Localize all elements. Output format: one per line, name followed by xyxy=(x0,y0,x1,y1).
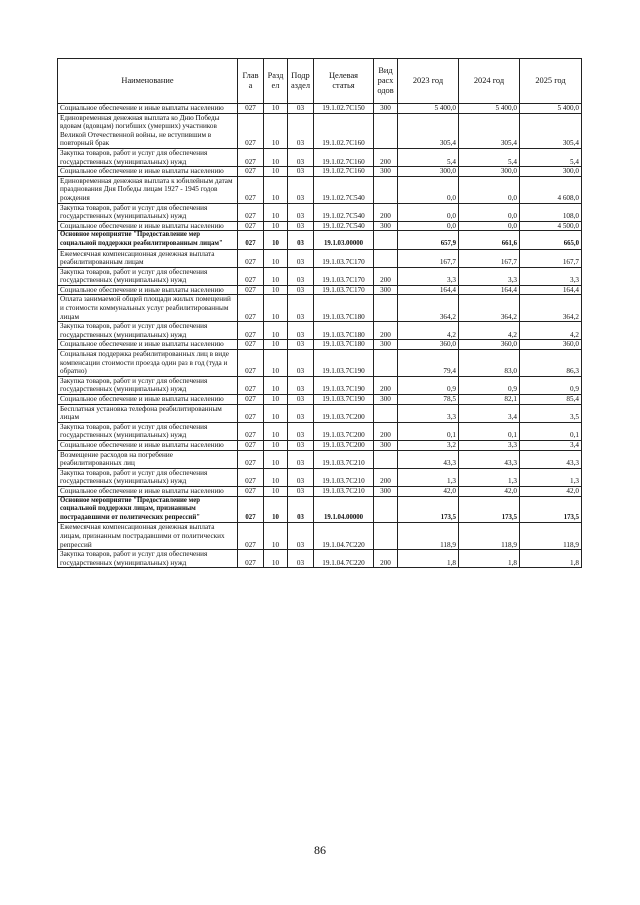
header-name: Наименование xyxy=(58,59,238,104)
cell-y2024: 0,1 xyxy=(459,422,520,440)
table-row xyxy=(58,267,582,285)
cell-razdel: 10 xyxy=(264,176,288,203)
cell-podrazdel: 03 xyxy=(288,376,314,394)
cell-glava: 027 xyxy=(238,468,264,486)
cell-y2024: 5 400,0 xyxy=(459,104,520,114)
cell-glava: 027 xyxy=(238,285,264,295)
cell-razdel: 10 xyxy=(264,104,288,114)
cell-target: 19.1.02.7С150 xyxy=(314,104,374,114)
cell-y2025: 305,4 xyxy=(520,113,582,148)
cell-y2023: 4,2 xyxy=(398,322,459,340)
table-row xyxy=(58,295,582,322)
cell-y2024: 360,0 xyxy=(459,340,520,350)
cell-y2023: 173,5 xyxy=(398,496,459,523)
table-row xyxy=(58,350,582,377)
cell-name: Закупка товаров, работ и услуг для обеспечения государственных (муниципальных) нужд xyxy=(58,203,238,221)
cell-name: Социальное обеспечение и иные выплаты населению xyxy=(58,167,238,177)
cell-target: 19.1.03.7С200 xyxy=(314,422,374,440)
cell-y2023: 360,0 xyxy=(398,340,459,350)
cell-glava: 027 xyxy=(238,295,264,322)
cell-vid: 200 xyxy=(374,550,398,568)
cell-podrazdel: 03 xyxy=(288,496,314,523)
cell-name: Социальное обеспечение и иные выплаты населению xyxy=(58,395,238,405)
cell-glava: 027 xyxy=(238,267,264,285)
cell-y2023: 0,1 xyxy=(398,422,459,440)
cell-vid: 200 xyxy=(374,376,398,394)
table-row xyxy=(58,486,582,496)
page-number: 86 xyxy=(314,843,326,857)
cell-razdel: 10 xyxy=(264,231,288,249)
cell-target: 19.1.03.7С170 xyxy=(314,267,374,285)
cell-vid: 300 xyxy=(374,340,398,350)
cell-y2024: 661,6 xyxy=(459,231,520,249)
cell-vid: 200 xyxy=(374,468,398,486)
table-header-row xyxy=(58,59,582,104)
cell-name: Ежемесячная компенсационная денежная выплата лицам, признанным пострадавшими от политических репрессий xyxy=(58,523,238,550)
cell-glava: 027 xyxy=(238,486,264,496)
cell-vid: 300 xyxy=(374,104,398,114)
table-row xyxy=(58,249,582,267)
cell-target: 19.1.03.00000 xyxy=(314,231,374,249)
cell-y2024: 83,0 xyxy=(459,350,520,377)
cell-glava: 027 xyxy=(238,523,264,550)
cell-name: Возмещение расходов на погребение реабилитированных лиц xyxy=(58,450,238,468)
cell-razdel: 10 xyxy=(264,486,288,496)
cell-vid: 200 xyxy=(374,267,398,285)
cell-name: Единовременная денежная выплата к юбилейным датам празднования Дня Победы лицам 1927 - 1945 годов рождения xyxy=(58,176,238,203)
cell-y2024: 167,7 xyxy=(459,249,520,267)
cell-y2025: 0,1 xyxy=(520,422,582,440)
cell-razdel: 10 xyxy=(264,322,288,340)
cell-y2023: 43,3 xyxy=(398,450,459,468)
cell-podrazdel: 03 xyxy=(288,221,314,231)
cell-y2023: 0,0 xyxy=(398,176,459,203)
header-2023: 2023 год xyxy=(398,59,459,104)
cell-podrazdel: 03 xyxy=(288,104,314,114)
cell-name: Социальное обеспечение и иные выплаты населению xyxy=(58,486,238,496)
cell-name: Социальная поддержка реабилитированных лиц в виде компенсации стоимости проезда один раз в год (туда и обратно) xyxy=(58,350,238,377)
cell-y2025: 108,0 xyxy=(520,203,582,221)
cell-vid xyxy=(374,113,398,148)
cell-y2025: 173,5 xyxy=(520,496,582,523)
header-razdel: Разд ел xyxy=(264,59,288,104)
cell-razdel: 10 xyxy=(264,285,288,295)
cell-podrazdel: 03 xyxy=(288,167,314,177)
table-row xyxy=(58,422,582,440)
cell-y2023: 42,0 xyxy=(398,486,459,496)
cell-vid: 200 xyxy=(374,148,398,166)
cell-vid xyxy=(374,176,398,203)
cell-razdel: 10 xyxy=(264,148,288,166)
cell-glava: 027 xyxy=(238,440,264,450)
cell-y2025: 3,5 xyxy=(520,404,582,422)
table-body xyxy=(58,104,582,568)
header-glava: Глав а xyxy=(238,59,264,104)
table-row xyxy=(58,496,582,523)
cell-razdel: 10 xyxy=(264,376,288,394)
cell-y2024: 4,2 xyxy=(459,322,520,340)
cell-y2024: 3,4 xyxy=(459,404,520,422)
cell-vid xyxy=(374,231,398,249)
cell-y2024: 173,5 xyxy=(459,496,520,523)
table-row xyxy=(58,550,582,568)
cell-glava: 027 xyxy=(238,104,264,114)
cell-y2023: 1,3 xyxy=(398,468,459,486)
cell-vid xyxy=(374,295,398,322)
cell-razdel: 10 xyxy=(264,422,288,440)
cell-glava: 027 xyxy=(238,167,264,177)
cell-vid xyxy=(374,404,398,422)
cell-y2023: 3,2 xyxy=(398,440,459,450)
cell-razdel: 10 xyxy=(264,221,288,231)
cell-y2023: 167,7 xyxy=(398,249,459,267)
cell-podrazdel: 03 xyxy=(288,267,314,285)
table-row xyxy=(58,395,582,405)
cell-y2025: 5,4 xyxy=(520,148,582,166)
table-row xyxy=(58,167,582,177)
cell-glava: 027 xyxy=(238,340,264,350)
cell-podrazdel: 03 xyxy=(288,468,314,486)
cell-vid xyxy=(374,450,398,468)
cell-podrazdel: 03 xyxy=(288,523,314,550)
cell-podrazdel: 03 xyxy=(288,440,314,450)
cell-y2025: 86,3 xyxy=(520,350,582,377)
cell-podrazdel: 03 xyxy=(288,322,314,340)
cell-razdel: 10 xyxy=(264,496,288,523)
cell-podrazdel: 03 xyxy=(288,231,314,249)
cell-target: 19.1.03.7С210 xyxy=(314,486,374,496)
table-row xyxy=(58,450,582,468)
cell-y2024: 1,8 xyxy=(459,550,520,568)
table-row xyxy=(58,221,582,231)
cell-razdel: 10 xyxy=(264,468,288,486)
cell-name: Социальное обеспечение и иные выплаты населению xyxy=(58,221,238,231)
cell-name: Закупка товаров, работ и услуг для обеспечения государственных (муниципальных) нужд xyxy=(58,550,238,568)
table-row xyxy=(58,203,582,221)
cell-target: 19.1.02.7С160 xyxy=(314,148,374,166)
cell-podrazdel: 03 xyxy=(288,176,314,203)
cell-y2025: 4,2 xyxy=(520,322,582,340)
cell-y2024: 43,3 xyxy=(459,450,520,468)
cell-target: 19.1.02.7С540 xyxy=(314,176,374,203)
cell-glava: 027 xyxy=(238,404,264,422)
cell-glava: 027 xyxy=(238,176,264,203)
cell-target: 19.1.03.7С210 xyxy=(314,450,374,468)
cell-razdel: 10 xyxy=(264,404,288,422)
cell-y2024: 3,3 xyxy=(459,267,520,285)
cell-razdel: 10 xyxy=(264,550,288,568)
cell-y2025: 360,0 xyxy=(520,340,582,350)
cell-target: 19.1.03.7С210 xyxy=(314,468,374,486)
cell-target: 19.1.02.7С160 xyxy=(314,167,374,177)
cell-target: 19.1.03.7С170 xyxy=(314,285,374,295)
cell-y2023: 79,4 xyxy=(398,350,459,377)
cell-y2025: 1,8 xyxy=(520,550,582,568)
cell-vid: 200 xyxy=(374,322,398,340)
cell-vid: 300 xyxy=(374,440,398,450)
cell-target: 19.1.03.7С190 xyxy=(314,350,374,377)
cell-razdel: 10 xyxy=(264,203,288,221)
cell-razdel: 10 xyxy=(264,450,288,468)
cell-podrazdel: 03 xyxy=(288,422,314,440)
cell-y2023: 3,3 xyxy=(398,404,459,422)
cell-y2025: 164,4 xyxy=(520,285,582,295)
cell-podrazdel: 03 xyxy=(288,350,314,377)
cell-y2025: 4 500,0 xyxy=(520,221,582,231)
cell-y2025: 665,0 xyxy=(520,231,582,249)
cell-y2023: 0,0 xyxy=(398,203,459,221)
cell-razdel: 10 xyxy=(264,340,288,350)
cell-name: Единовременная денежная выплата ко Дню Победы вдовам (вдовцам) погибших (умерших) участников Великой Отечественной войны, не вступившим в повторный брак xyxy=(58,113,238,148)
cell-target: 19.1.02.7С540 xyxy=(314,221,374,231)
cell-podrazdel: 03 xyxy=(288,404,314,422)
cell-target: 19.1.02.7С160 xyxy=(314,113,374,148)
cell-name: Закупка товаров, работ и услуг для обеспечения государственных (муниципальных) нужд xyxy=(58,422,238,440)
cell-glava: 027 xyxy=(238,249,264,267)
cell-podrazdel: 03 xyxy=(288,486,314,496)
cell-target: 19.1.03.7С180 xyxy=(314,322,374,340)
cell-name: Основное мероприятие "Предоставление мер социальной поддержки лицам, признанным пострадавшими от политических репрессий" xyxy=(58,496,238,523)
table-row xyxy=(58,322,582,340)
cell-vid xyxy=(374,350,398,377)
cell-y2024: 305,4 xyxy=(459,113,520,148)
cell-y2024: 0,0 xyxy=(459,203,520,221)
cell-y2023: 300,0 xyxy=(398,167,459,177)
cell-glava: 027 xyxy=(238,148,264,166)
cell-name: Оплата занимаемой общей площади жилых помещений и стоимости коммунальных услуг реабилитированным лицам xyxy=(58,295,238,322)
cell-podrazdel: 03 xyxy=(288,148,314,166)
cell-razdel: 10 xyxy=(264,523,288,550)
cell-y2024: 3,3 xyxy=(459,440,520,450)
budget-table-sheet xyxy=(57,58,581,568)
cell-y2024: 164,4 xyxy=(459,285,520,295)
cell-y2023: 0,0 xyxy=(398,221,459,231)
cell-y2024: 82,1 xyxy=(459,395,520,405)
cell-vid: 200 xyxy=(374,422,398,440)
cell-glava: 027 xyxy=(238,221,264,231)
cell-y2023: 364,2 xyxy=(398,295,459,322)
cell-y2024: 0,0 xyxy=(459,221,520,231)
cell-y2025: 364,2 xyxy=(520,295,582,322)
cell-razdel: 10 xyxy=(264,267,288,285)
cell-podrazdel: 03 xyxy=(288,113,314,148)
cell-vid: 300 xyxy=(374,167,398,177)
cell-y2023: 3,3 xyxy=(398,267,459,285)
cell-vid: 300 xyxy=(374,395,398,405)
cell-podrazdel: 03 xyxy=(288,295,314,322)
cell-razdel: 10 xyxy=(264,113,288,148)
header-target: Целевая статья xyxy=(314,59,374,104)
cell-razdel: 10 xyxy=(264,167,288,177)
table-row xyxy=(58,523,582,550)
cell-y2023: 305,4 xyxy=(398,113,459,148)
header-2024: 2024 год xyxy=(459,59,520,104)
cell-target: 19.1.04.7С220 xyxy=(314,550,374,568)
cell-y2025: 300,0 xyxy=(520,167,582,177)
cell-target: 19.1.03.7С190 xyxy=(314,395,374,405)
cell-vid xyxy=(374,523,398,550)
cell-target: 19.1.03.7С170 xyxy=(314,249,374,267)
cell-target: 19.1.02.7С540 xyxy=(314,203,374,221)
cell-glava: 027 xyxy=(238,496,264,523)
table-row xyxy=(58,376,582,394)
cell-y2023: 118,9 xyxy=(398,523,459,550)
cell-y2023: 0,9 xyxy=(398,376,459,394)
header-vid: Вид расх одов xyxy=(374,59,398,104)
cell-razdel: 10 xyxy=(264,295,288,322)
cell-podrazdel: 03 xyxy=(288,249,314,267)
cell-razdel: 10 xyxy=(264,440,288,450)
cell-target: 19.1.03.7С200 xyxy=(314,404,374,422)
cell-name: Закупка товаров, работ и услуг для обеспечения государственных (муниципальных) нужд xyxy=(58,148,238,166)
cell-y2025: 3,3 xyxy=(520,267,582,285)
cell-y2024: 0,9 xyxy=(459,376,520,394)
cell-podrazdel: 03 xyxy=(288,395,314,405)
cell-target: 19.1.03.7С180 xyxy=(314,340,374,350)
cell-y2025: 4 608,0 xyxy=(520,176,582,203)
table-row xyxy=(58,148,582,166)
cell-glava: 027 xyxy=(238,450,264,468)
cell-vid: 300 xyxy=(374,221,398,231)
budget-table xyxy=(57,58,582,568)
cell-vid xyxy=(374,249,398,267)
cell-target: 19.1.03.7С200 xyxy=(314,440,374,450)
cell-y2024: 0,0 xyxy=(459,176,520,203)
cell-podrazdel: 03 xyxy=(288,340,314,350)
table-row xyxy=(58,285,582,295)
cell-glava: 027 xyxy=(238,422,264,440)
cell-name: Социальное обеспечение и иные выплаты населению xyxy=(58,285,238,295)
cell-y2024: 1,3 xyxy=(459,468,520,486)
cell-vid: 300 xyxy=(374,486,398,496)
cell-y2023: 657,9 xyxy=(398,231,459,249)
cell-y2025: 43,3 xyxy=(520,450,582,468)
table-row xyxy=(58,231,582,249)
cell-y2025: 0,9 xyxy=(520,376,582,394)
table-row xyxy=(58,113,582,148)
cell-y2025: 118,9 xyxy=(520,523,582,550)
cell-vid: 200 xyxy=(374,203,398,221)
cell-target: 19.1.03.7С180 xyxy=(314,295,374,322)
cell-y2025: 1,3 xyxy=(520,468,582,486)
header-podrazdel: Подр аздел xyxy=(288,59,314,104)
cell-vid: 300 xyxy=(374,285,398,295)
cell-name: Бесплатная установка телефона реабилитированным лицам xyxy=(58,404,238,422)
cell-y2024: 118,9 xyxy=(459,523,520,550)
table-row xyxy=(58,440,582,450)
cell-y2024: 364,2 xyxy=(459,295,520,322)
cell-glava: 027 xyxy=(238,113,264,148)
cell-y2025: 167,7 xyxy=(520,249,582,267)
cell-y2024: 42,0 xyxy=(459,486,520,496)
cell-name: Закупка товаров, работ и услуг для обеспечения государственных (муниципальных) нужд xyxy=(58,376,238,394)
table-row xyxy=(58,468,582,486)
cell-glava: 027 xyxy=(238,231,264,249)
cell-y2023: 1,8 xyxy=(398,550,459,568)
cell-razdel: 10 xyxy=(264,350,288,377)
cell-glava: 027 xyxy=(238,203,264,221)
cell-name: Основное мероприятие "Предоставление мер социальной поддержки реабилитированным лицам" xyxy=(58,231,238,249)
cell-glava: 027 xyxy=(238,322,264,340)
cell-y2024: 5,4 xyxy=(459,148,520,166)
cell-name: Закупка товаров, работ и услуг для обеспечения государственных (муниципальных) нужд xyxy=(58,267,238,285)
cell-glava: 027 xyxy=(238,395,264,405)
cell-y2025: 5 400,0 xyxy=(520,104,582,114)
table-row xyxy=(58,176,582,203)
cell-name: Социальное обеспечение и иные выплаты населению xyxy=(58,104,238,114)
cell-razdel: 10 xyxy=(264,249,288,267)
cell-glava: 027 xyxy=(238,350,264,377)
cell-name: Социальное обеспечение и иные выплаты населению xyxy=(58,340,238,350)
cell-podrazdel: 03 xyxy=(288,203,314,221)
cell-y2024: 300,0 xyxy=(459,167,520,177)
cell-y2025: 3,4 xyxy=(520,440,582,450)
cell-name: Закупка товаров, работ и услуг для обеспечения государственных (муниципальных) нужд xyxy=(58,468,238,486)
cell-razdel: 10 xyxy=(264,395,288,405)
cell-podrazdel: 03 xyxy=(288,550,314,568)
cell-y2023: 5 400,0 xyxy=(398,104,459,114)
cell-name: Закупка товаров, работ и услуг для обеспечения государственных (муниципальных) нужд xyxy=(58,322,238,340)
cell-glava: 027 xyxy=(238,376,264,394)
cell-target: 19.1.04.00000 xyxy=(314,496,374,523)
cell-y2023: 78,5 xyxy=(398,395,459,405)
cell-target: 19.1.04.7С220 xyxy=(314,523,374,550)
cell-podrazdel: 03 xyxy=(288,450,314,468)
cell-y2023: 164,4 xyxy=(398,285,459,295)
header-2025: 2025 год xyxy=(520,59,582,104)
cell-glava: 027 xyxy=(238,550,264,568)
cell-y2023: 5,4 xyxy=(398,148,459,166)
cell-y2025: 85,4 xyxy=(520,395,582,405)
table-row xyxy=(58,104,582,114)
cell-target: 19.1.03.7С190 xyxy=(314,376,374,394)
cell-podrazdel: 03 xyxy=(288,285,314,295)
cell-vid xyxy=(374,496,398,523)
table-row xyxy=(58,404,582,422)
table-row xyxy=(58,340,582,350)
cell-y2025: 42,0 xyxy=(520,486,582,496)
cell-name: Ежемесячная компенсационная денежная выплата реабилитированным лицам xyxy=(58,249,238,267)
cell-name: Социальное обеспечение и иные выплаты населению xyxy=(58,440,238,450)
